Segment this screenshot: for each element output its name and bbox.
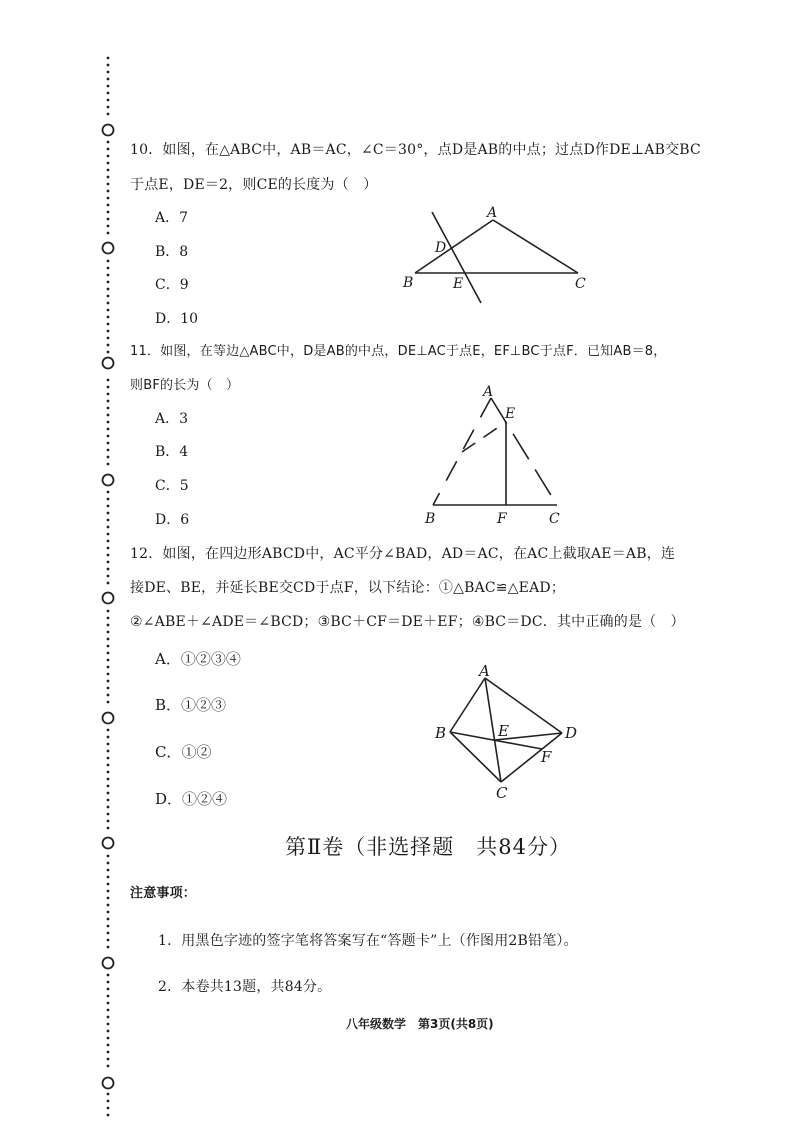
binding-dot xyxy=(107,764,110,767)
binding-dot xyxy=(107,806,110,809)
binding-dot xyxy=(107,463,110,466)
binding-dot xyxy=(107,932,110,935)
binding-dot xyxy=(107,260,110,263)
q11-option-b: B．4 xyxy=(155,444,189,460)
binding-ring xyxy=(103,475,114,486)
binding-dot xyxy=(107,92,110,95)
binding-dot xyxy=(107,939,110,942)
binding-dot xyxy=(107,204,110,207)
q11-figure xyxy=(415,380,575,530)
q11-label-c: C xyxy=(549,511,560,527)
q11-label-a: A xyxy=(483,384,494,400)
q12-option-c: C．①② xyxy=(155,743,212,761)
binding-dot xyxy=(107,743,110,746)
binding-dot xyxy=(107,827,110,830)
binding-dot xyxy=(107,148,110,151)
q10-stem-line2: 于点E，DE＝2，则CE的长度为（ ） xyxy=(130,177,378,193)
q10-label-e: E xyxy=(453,276,464,292)
binding-dot xyxy=(107,547,110,550)
q12-figure xyxy=(425,660,595,805)
binding-dot xyxy=(107,1030,110,1033)
binding-dot xyxy=(107,666,110,669)
binding-dot xyxy=(107,1114,110,1117)
binding-dot xyxy=(107,78,110,81)
binding-dot xyxy=(107,687,110,690)
binding-dot xyxy=(107,981,110,984)
binding-dot xyxy=(107,820,110,823)
binding-dot xyxy=(107,694,110,697)
binding-dot xyxy=(107,400,110,403)
binding-dot xyxy=(107,288,110,291)
binding-dot xyxy=(107,57,110,60)
binding-dot xyxy=(107,995,110,998)
binding-dot xyxy=(107,519,110,522)
binding-dot xyxy=(107,407,110,410)
q11-stem-line2: 则BF的长为（ ） xyxy=(130,378,240,393)
binding-dot xyxy=(107,855,110,858)
binding-dot xyxy=(107,771,110,774)
q11-segment-de xyxy=(462,422,506,452)
binding-dot xyxy=(107,526,110,529)
binding-dot xyxy=(107,1009,110,1012)
binding-dot xyxy=(107,1065,110,1068)
binding-dot xyxy=(107,568,110,571)
binding-dot xyxy=(107,498,110,501)
note-item-2: 2．本卷共13题，共84分。 xyxy=(158,979,332,995)
note-item-1: 1．用黑色字迹的签字笔将答案写在“答题卡”上（作图用2B铅笔）。 xyxy=(158,933,578,949)
binding-dot xyxy=(107,113,110,116)
q12-label-f: F xyxy=(541,748,552,766)
binding-dot xyxy=(107,316,110,319)
binding-dot xyxy=(107,946,110,949)
q10-label-c: C xyxy=(575,276,586,292)
binding-dot xyxy=(107,211,110,214)
binding-dot xyxy=(107,890,110,893)
binding-dot xyxy=(107,652,110,655)
binding-dot xyxy=(107,918,110,921)
binding-dot xyxy=(107,309,110,312)
binding-dot xyxy=(107,1002,110,1005)
binding-dot xyxy=(107,456,110,459)
q11-label-e: E xyxy=(505,406,516,422)
binding-dot xyxy=(107,1044,110,1047)
binding-dot xyxy=(107,799,110,802)
binding-dot xyxy=(107,1037,110,1040)
binding-dot xyxy=(107,792,110,795)
q10-option-d: D．10 xyxy=(155,311,199,327)
binding-dot xyxy=(107,218,110,221)
binding-ring xyxy=(103,713,114,724)
binding-dot xyxy=(107,911,110,914)
binding-dot xyxy=(107,393,110,396)
q11-option-d: D．6 xyxy=(155,512,190,528)
section-ii-title: 第Ⅱ卷（非选择题 共84分） xyxy=(285,835,571,859)
q10-segment-ac xyxy=(493,220,578,273)
q10-label-b: B xyxy=(403,275,414,291)
binding-dot xyxy=(107,337,110,340)
binding-ring xyxy=(103,958,114,969)
q12-stem-line1: 12．如图，在四边形ABCD中，AC平分∠BAD，AD＝AC，在AC上截取AE＝AB，连 xyxy=(130,546,676,562)
binding-dot xyxy=(107,1051,110,1054)
binding-dot xyxy=(107,736,110,739)
q12-segment-cd xyxy=(501,733,562,782)
binding-dot xyxy=(107,575,110,578)
q10-option-c: C．9 xyxy=(155,277,189,293)
binding-dot xyxy=(107,1093,110,1096)
binding-dot xyxy=(107,512,110,515)
binding-ring xyxy=(103,125,114,136)
binding-dot xyxy=(107,757,110,760)
binding-dot xyxy=(107,71,110,74)
binding-dot xyxy=(107,631,110,634)
binding-dot xyxy=(107,421,110,424)
binding-dot xyxy=(107,274,110,277)
binding-dot xyxy=(107,330,110,333)
binding-dot xyxy=(107,680,110,683)
q10-option-b: B．8 xyxy=(155,244,189,260)
binding-dot xyxy=(107,491,110,494)
binding-dot xyxy=(107,813,110,816)
binding-dot xyxy=(107,267,110,270)
binding-ring xyxy=(103,838,114,849)
binding-dot xyxy=(107,561,110,564)
binding-dot xyxy=(107,505,110,508)
binding-dot xyxy=(107,876,110,879)
binding-dot xyxy=(107,750,110,753)
q12-label-b: B xyxy=(435,724,447,742)
binding-dot xyxy=(107,638,110,641)
binding-dot xyxy=(107,232,110,235)
notes-title: 注意事项： xyxy=(130,886,197,901)
binding-dot xyxy=(107,701,110,704)
binding-dot xyxy=(107,183,110,186)
binding-dot xyxy=(107,1107,110,1110)
binding-dot xyxy=(107,554,110,557)
binding-dot xyxy=(107,1023,110,1026)
binding-dot xyxy=(107,897,110,900)
q12-stem-line2: 接DE、BE，并延长BE交CD于点F，以下结论：①△BAC≌△EAD； xyxy=(130,580,566,596)
q12-label-d: D xyxy=(565,724,578,742)
binding-dot xyxy=(107,155,110,158)
binding-dot xyxy=(107,449,110,452)
binding-dot xyxy=(107,190,110,193)
binding-ring xyxy=(103,1078,114,1089)
binding-dot xyxy=(107,141,110,144)
binding-dot xyxy=(107,659,110,662)
binding-dot xyxy=(107,225,110,228)
q12-segment-ad xyxy=(485,678,562,733)
binding-dot xyxy=(107,379,110,382)
q10-stem-line1: 10．如图，在△ABC中，AB＝AC，∠C＝30°，点D是AB的中点；过点D作DE⊥AB交BC xyxy=(130,142,701,158)
binding-dot xyxy=(107,925,110,928)
binding-dot xyxy=(107,323,110,326)
binding-dot xyxy=(107,1058,110,1061)
binding-dot xyxy=(107,64,110,67)
binding-dot xyxy=(107,785,110,788)
q11-label-f: F xyxy=(497,511,507,527)
q12-label-a: A xyxy=(479,662,490,680)
binding-ring xyxy=(103,593,114,604)
q10-figure xyxy=(395,200,610,305)
binding-dot xyxy=(107,988,110,991)
binding-dot xyxy=(107,435,110,438)
binding-dot xyxy=(107,85,110,88)
q12-option-a: A．①②③④ xyxy=(155,650,241,668)
binding-dot xyxy=(107,862,110,865)
q10-label-a: A xyxy=(487,205,498,221)
q10-segment-ba xyxy=(415,220,493,273)
binding-dot xyxy=(107,99,110,102)
binding-dot xyxy=(107,169,110,172)
binding-dot xyxy=(107,351,110,354)
binding-dot xyxy=(107,197,110,200)
binding-dot xyxy=(107,386,110,389)
binding-dot xyxy=(107,883,110,886)
q12-label-c: C xyxy=(496,784,508,802)
q11-option-a: A．3 xyxy=(155,411,189,427)
binding-dot xyxy=(107,617,110,620)
q12-option-d: D．①②④ xyxy=(155,790,228,808)
binding-ring xyxy=(103,243,114,254)
binding-dot xyxy=(107,582,110,585)
q12-label-e: E xyxy=(498,722,509,740)
binding-dots xyxy=(96,50,120,1122)
q10-option-a: A．7 xyxy=(155,210,189,226)
binding-dot xyxy=(107,1100,110,1103)
q10-label-d: D xyxy=(435,240,447,256)
q11-option-c: C．5 xyxy=(155,478,189,494)
binding-dot xyxy=(107,904,110,907)
binding-dot xyxy=(107,442,110,445)
binding-dot xyxy=(107,624,110,627)
binding-dot xyxy=(107,414,110,417)
binding-dot xyxy=(107,106,110,109)
binding-dot xyxy=(107,610,110,613)
page-footer: 八年级数学 第3页(共8页) xyxy=(346,1017,494,1031)
binding-dot xyxy=(107,428,110,431)
binding-dot xyxy=(107,281,110,284)
binding-dot xyxy=(107,729,110,732)
binding-dot xyxy=(107,176,110,179)
binding-margin xyxy=(96,50,120,1122)
binding-dot xyxy=(107,302,110,305)
q11-segment-ac xyxy=(491,398,557,505)
binding-dot xyxy=(107,1016,110,1019)
q12-segment-ab xyxy=(450,678,485,732)
binding-dot xyxy=(107,540,110,543)
q12-option-b: B．①②③ xyxy=(155,696,227,714)
q11-label-b: B xyxy=(425,511,436,527)
binding-dot xyxy=(107,295,110,298)
binding-dot xyxy=(107,974,110,977)
q12-stem-line3: ②∠ABE＋∠ADE＝∠BCD；③BC＋CF＝DE＋EF；④BC＝DC．其中正确的是（ ） xyxy=(130,614,685,630)
binding-dot xyxy=(107,645,110,648)
binding-dot xyxy=(107,869,110,872)
q11-stem-line1: 11．如图，在等边△ABC中，D是AB的中点，DE⊥AC于点E，EF⊥BC于点F．已知AB＝8， xyxy=(130,344,667,359)
binding-dot xyxy=(107,344,110,347)
binding-dot xyxy=(107,673,110,676)
binding-dot xyxy=(107,778,110,781)
binding-dot xyxy=(107,162,110,165)
binding-ring xyxy=(103,358,114,369)
binding-dot xyxy=(107,533,110,536)
